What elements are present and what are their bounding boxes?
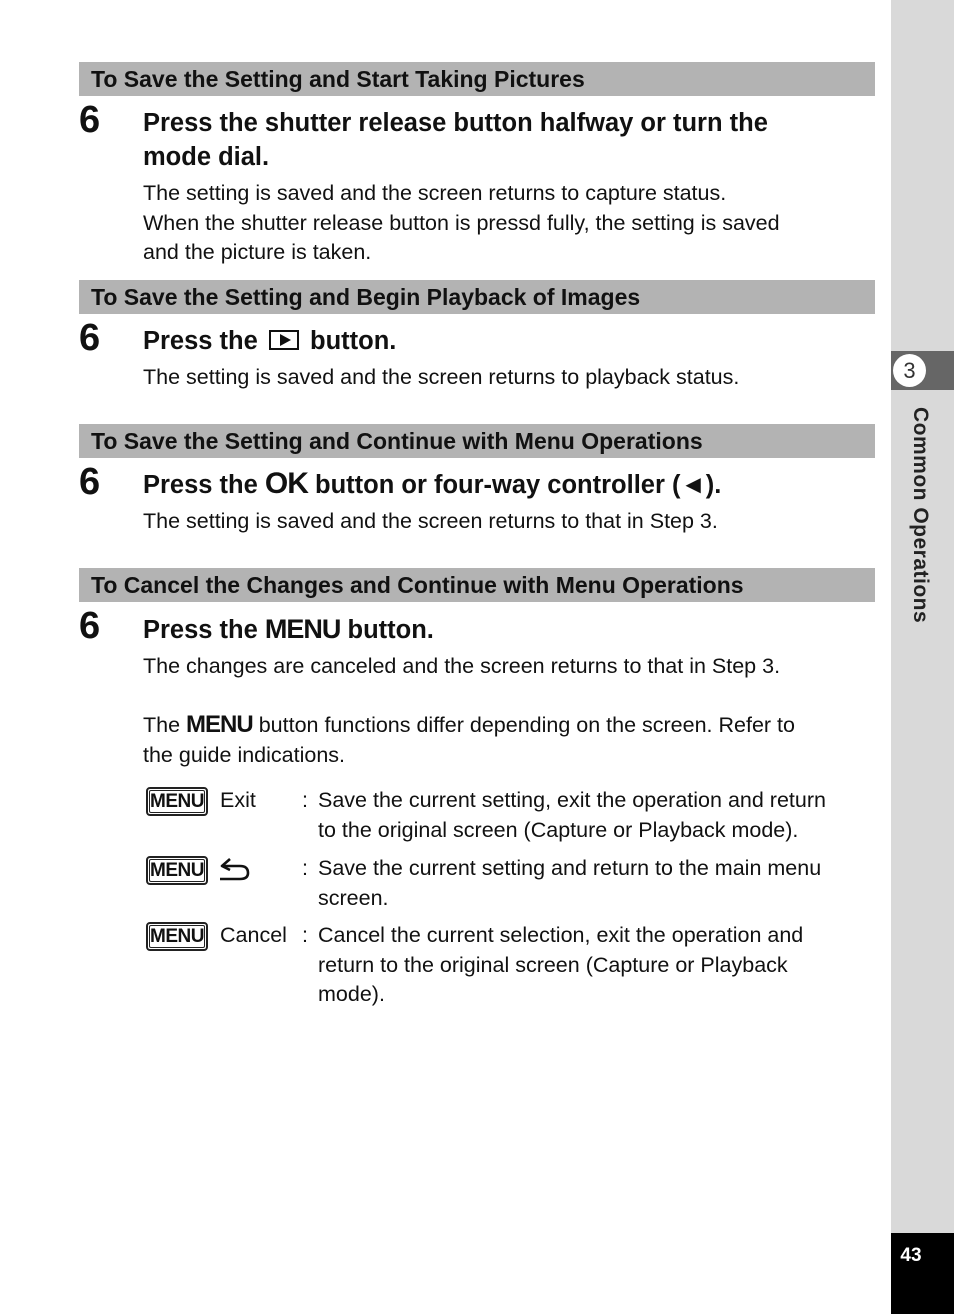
menu-key-icon: MENU bbox=[146, 787, 208, 816]
note-line bbox=[143, 710, 878, 741]
guide-label: Exit bbox=[220, 788, 256, 812]
chapter-number: 3 bbox=[893, 354, 926, 387]
step-title-line: mode dial. bbox=[143, 143, 270, 171]
guide-label: Cancel bbox=[220, 923, 287, 947]
page-number: 43 bbox=[900, 1245, 922, 1266]
guide-description-line: Save the current setting, exit the operation and return bbox=[318, 788, 826, 812]
step-description bbox=[143, 179, 878, 268]
section-header: To Cancel the Changes and Continue with Menu Operations bbox=[79, 568, 875, 602]
description-line: The changes are canceled and the screen returns to that in Step 3. bbox=[143, 654, 781, 678]
description-line: The setting is saved and the screen returns to playback status. bbox=[143, 365, 740, 389]
step-number: 6 bbox=[79, 99, 101, 141]
menu-key-icon: MENU bbox=[146, 856, 208, 885]
step-number: 6 bbox=[79, 605, 101, 647]
step-description bbox=[143, 507, 878, 537]
step-description bbox=[143, 652, 878, 682]
menu-button-glyph: MENU bbox=[186, 711, 253, 738]
step-title-text: Press the bbox=[143, 327, 258, 355]
note-text: The bbox=[143, 713, 181, 737]
return-arrow-icon bbox=[218, 856, 254, 882]
chapter-title: Common Operations bbox=[909, 407, 932, 624]
step-number: 6 bbox=[79, 461, 101, 503]
guide-description bbox=[318, 854, 878, 913]
section-header: To Save the Setting and Begin Playback of Images bbox=[79, 280, 875, 314]
step-title-text: button. bbox=[347, 616, 434, 644]
description-line: The setting is saved and the screen returns to that in Step 3. bbox=[143, 509, 718, 533]
note-line: the guide indications. bbox=[143, 742, 346, 767]
description-line: and the picture is taken. bbox=[143, 240, 372, 264]
step-title-line: Press the shutter release button halfway or turn the bbox=[143, 109, 768, 137]
section-header: To Save the Setting and Continue with Menu Operations bbox=[79, 424, 875, 458]
step-title-text: button or four-way controller (◄). bbox=[315, 471, 722, 499]
step-title bbox=[143, 106, 873, 174]
guide-description-line: return to the original screen (Capture or Playback bbox=[318, 952, 788, 977]
section-header: To Save the Setting and Start Taking Pictures bbox=[79, 62, 875, 96]
guide-description bbox=[318, 786, 878, 845]
guide-description-line: mode). bbox=[318, 982, 385, 1006]
description-line: When the shutter release button is pressd fully, the setting is saved bbox=[143, 210, 780, 235]
menu-key-icon: MENU bbox=[146, 922, 208, 951]
step-title-text: button. bbox=[310, 327, 397, 355]
step-title bbox=[143, 324, 873, 358]
playback-icon bbox=[269, 330, 299, 350]
guide-description-line: Cancel the current selection, exit the operation and bbox=[318, 923, 804, 947]
step-number: 6 bbox=[79, 317, 101, 359]
step-title bbox=[143, 612, 873, 647]
description-line: The setting is saved and the screen returns to capture status. bbox=[143, 181, 727, 205]
note-text: button functions differ depending on the screen. Refer to bbox=[258, 713, 795, 737]
step-title bbox=[143, 467, 873, 502]
guide-description-line: screen. bbox=[318, 885, 389, 910]
guide-description-line: to the original screen (Capture or Playback mode). bbox=[318, 817, 799, 842]
menu-button-glyph: MENU bbox=[264, 614, 341, 644]
ok-button-glyph: OK bbox=[264, 467, 308, 500]
step-title-text: Press the bbox=[143, 616, 258, 644]
guide-colon: : bbox=[302, 788, 308, 812]
step-title-text: Press the bbox=[143, 471, 258, 499]
guide-description-line: Save the current setting and return to the main menu bbox=[318, 856, 822, 880]
guide-description bbox=[318, 921, 878, 1010]
note-paragraph bbox=[143, 710, 878, 770]
guide-colon: : bbox=[302, 923, 308, 947]
guide-colon: : bbox=[302, 856, 308, 880]
chapter-sidebar bbox=[891, 0, 954, 1314]
step-description bbox=[143, 363, 878, 393]
